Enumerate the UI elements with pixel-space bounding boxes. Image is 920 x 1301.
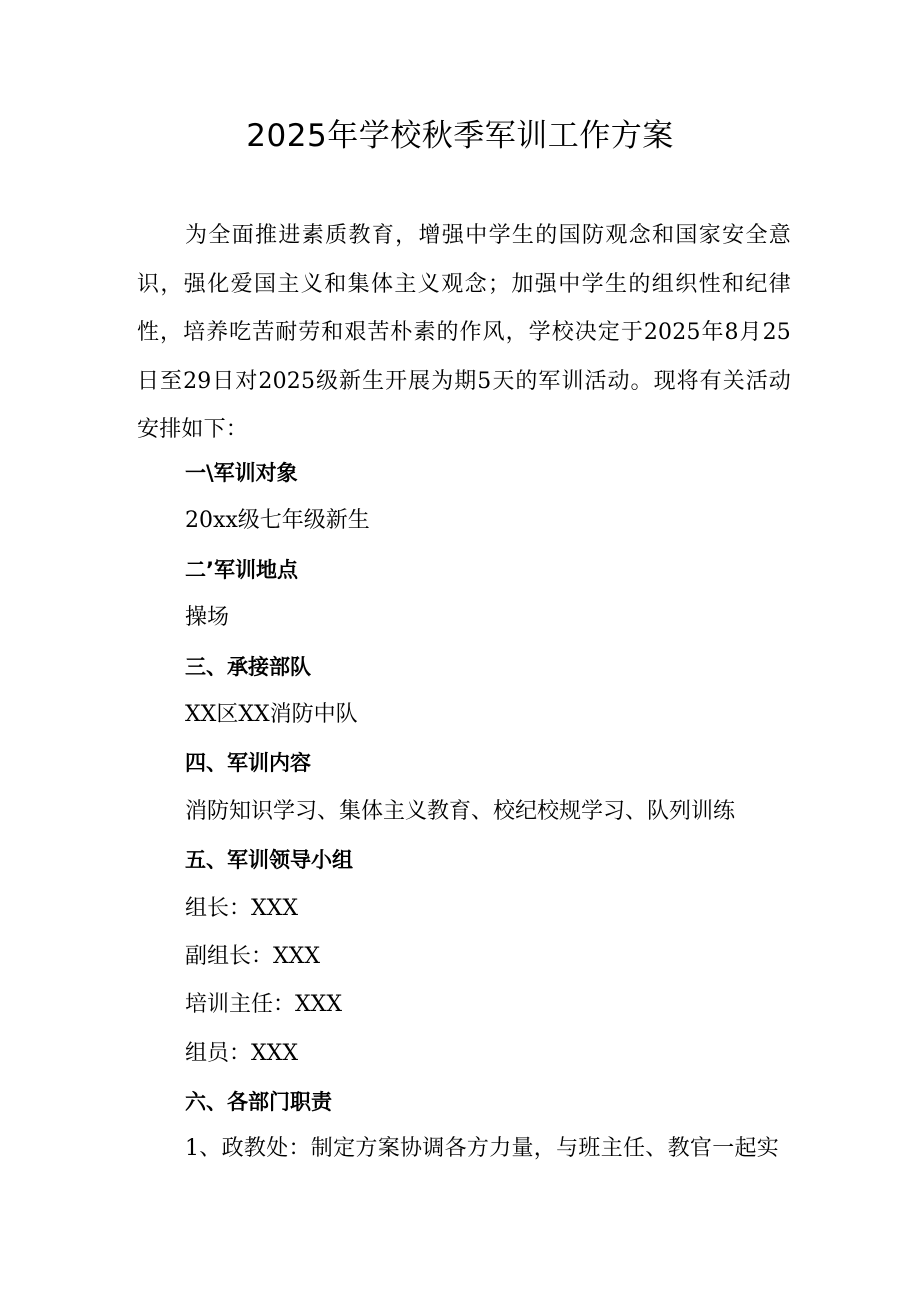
leadership-leader: 组长：XXX [185,895,298,921]
section-heading-leadership: 五、军训领导小组 [185,848,353,873]
section-body-unit: XX区XX消防中队 [185,701,358,727]
section-body-content: 消防知识学习、集体主义教育、校纪校规学习、队列训练 [185,798,736,824]
responsibility-item-1: 1、政教处：制定方案协调各方力量，与班主任、教官一起实 [185,1136,780,1161]
section-heading-unit: 三、承接部队 [185,654,311,679]
section-body-location: 操场 [185,605,230,631]
section-heading-responsibilities: 六、各部门职责 [185,1090,332,1115]
section-list [185,449,805,1126]
section-heading-location: 二’军训地点 [185,557,298,582]
section-body-participants: 20xx级七年级新生 [185,508,370,534]
document-title: 2025年学校秋季军训工作方案 [246,118,674,154]
leadership-training-director: 培训主任：XXX [185,992,342,1018]
leadership-deputy: 副组长：XXX [185,943,320,969]
intro-paragraph: 为全面推进素质教育，增强中学生的国防观念和国家安全意识，强化爱国主义和集体主义观念；加强中学生的组织性和纪律性，培养吃苦耐劳和艰苦朴素的作风，学校决定于2025年8月25日至29日对2025级新生开展为期5天的军训活动。现将有关活动安排如下： [137,223,791,442]
section-heading-content: 四、军训内容 [185,751,311,776]
leadership-member: 组员：XXX [185,1040,298,1066]
section-heading-participants: 一\军训对象 [185,461,298,485]
